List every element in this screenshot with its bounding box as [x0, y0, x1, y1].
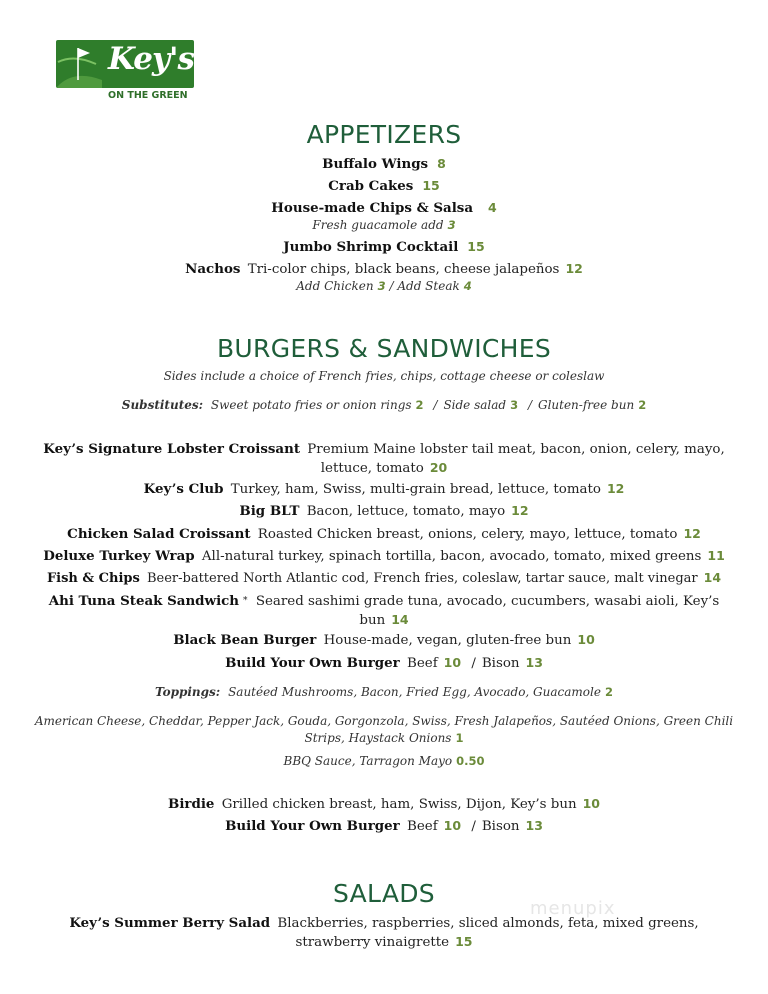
- appetizers-title: APPETIZERS: [306, 120, 462, 149]
- menu-item: Chicken Salad Croissant Roasted Chicken breast, onions, celery, mayo, lettuce, tomato 12: [67, 526, 701, 542]
- salads-title: SALADS: [333, 879, 435, 908]
- menu-item: Fish & Chips Beer-battered North Atlantic cod, French fries, coleslaw, tartar sauce, malt vinegar 14: [46, 570, 722, 586]
- menu-item: Jumbo Shrimp Cocktail 15: [283, 239, 485, 255]
- menu-item: Buffalo Wings 8: [322, 156, 446, 172]
- menu-addon: Add Chicken 3 / Add Steak 4: [296, 279, 472, 293]
- toppings-note: Toppings: Sautéed Mushrooms, Bacon, Fried Egg, Avocado, Guacamole 2: [155, 685, 613, 699]
- sides-note: Sides include a choice of French fries, chips, cottage cheese or coleslaw: [163, 369, 605, 383]
- menu-item: Deluxe Turkey Wrap All-natural turkey, spinach tortilla, bacon, avocado, tomato, mixed greens 11: [43, 548, 725, 564]
- menu-item: Birdie Grilled chicken breast, ham, Swiss, Dijon, Key’s bun 10: [168, 796, 600, 812]
- menu-item: Crab Cakes 15: [328, 178, 440, 194]
- toppings-note: American Cheese, Cheddar, Pepper Jack, Gouda, Gorgonzola, Swiss, Fresh Jalapeños, Sautéed Onions, Green Chili Strips, Haystack Onions 1: [34, 714, 734, 745]
- toppings-note: BBQ Sauce, Tarragon Mayo 0.50: [283, 754, 485, 768]
- menu-item: Black Bean Burger House-made, vegan, gluten-free bun 10: [173, 632, 595, 648]
- substitutes-note: Substitutes: Sweet potato fries or onion rings 2 / Side salad 3 / Gluten-free bun 2: [121, 398, 647, 412]
- restaurant-logo: [56, 40, 198, 102]
- logo-badge: [56, 40, 194, 88]
- menu-item: Build Your Own Burger Beef 10 / Bison 13: [225, 818, 543, 834]
- menu-item: Big BLT Bacon, lettuce, tomato, mayo 12: [239, 503, 529, 519]
- menu-item: Key’s Summer Berry Salad Blackberries, raspberries, sliced almonds, feta, mixed greens, strawberry vinaigrette 15: [69, 915, 699, 950]
- menu-addon: Fresh guacamole add 3: [312, 218, 456, 232]
- menu-item: Build Your Own Burger Beef 10 / Bison 13: [225, 655, 543, 671]
- logo-tagline: ON THE GREEN: [108, 90, 188, 101]
- menu-item: Nachos Tri-color chips, black beans, cheese jalapeños 12: [185, 261, 583, 277]
- menu-item: Key’s Signature Lobster Croissant Premium Maine lobster tail meat, bacon, onion, celery, mayo, lettuce, tomato 20: [43, 441, 725, 476]
- burgers-title: BURGERS & SANDWICHES: [216, 334, 551, 363]
- logo-wordmark: Key's: [108, 41, 194, 77]
- menu-item: House-made Chips & Salsa 4: [271, 200, 497, 216]
- menu-item: Key’s Club Turkey, ham, Swiss, multi-grain bread, lettuce, tomato 12: [143, 481, 625, 497]
- menu-item: Ahi Tuna Steak Sandwich * Seared sashimi grade tuna, avocado, cucumbers, wasabi aioli, Key’s bun 14: [48, 593, 720, 628]
- watermark: menupix: [530, 898, 616, 919]
